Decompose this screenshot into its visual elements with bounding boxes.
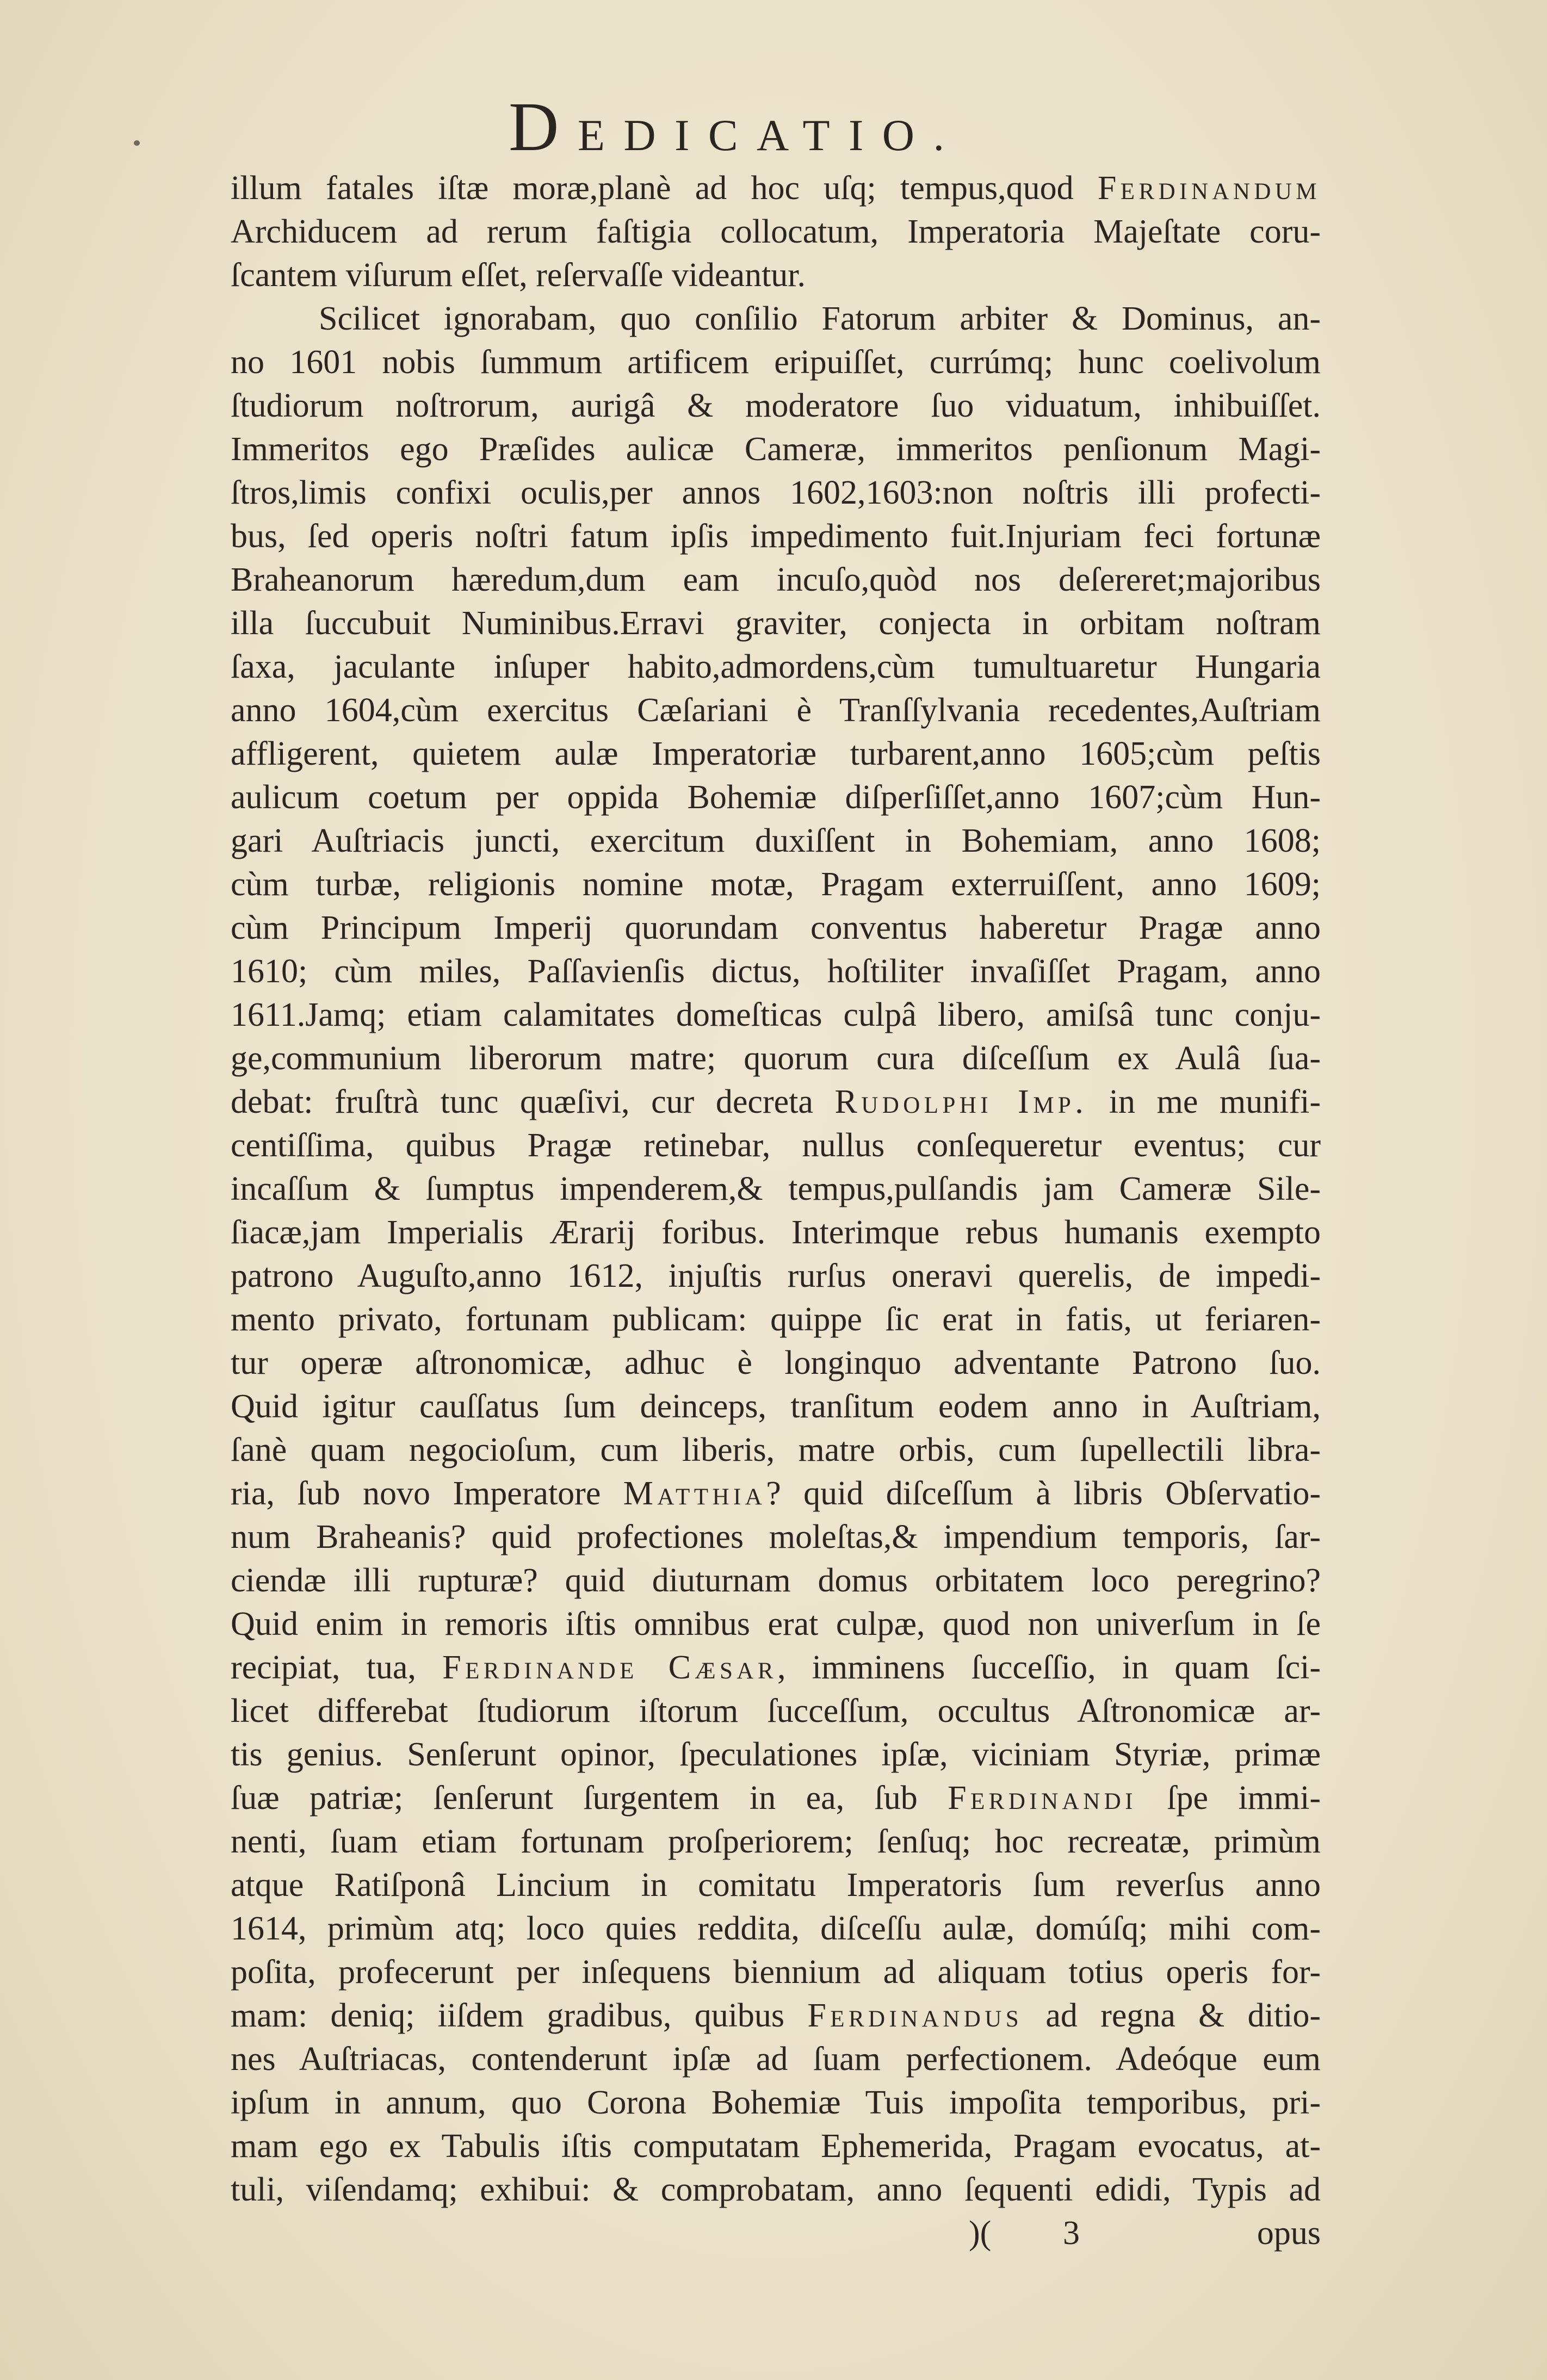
name-small-caps: Matthia (623, 1475, 766, 1512)
text-segment: nenti, ſuam etiam fortunam proſperiorem; ſenſuq; hoc recreatæ, primùm (231, 1823, 1321, 1860)
catchword: opus (1257, 2215, 1321, 2252)
signature-number: 3 (1063, 2215, 1080, 2252)
text-line (231, 1211, 1321, 1254)
text-line-content (231, 732, 1321, 776)
page-footer (231, 2211, 1321, 2255)
text-line (319, 297, 1321, 340)
text-line (231, 515, 1321, 558)
text-segment: Immeritos ego Præſides aulicæ Cameræ, immeritos penſionum Magi- (231, 431, 1321, 468)
text-line (231, 732, 1321, 776)
text-segment: ? quid diſceſſum à libris Obſervatio- (766, 1475, 1321, 1512)
text-line (231, 1341, 1321, 1385)
text-line-content (231, 1689, 1321, 1733)
text-segment: patrono Auguſto,anno 1612, injuſtis rurſus oneravi querelis, de impedi- (231, 1257, 1321, 1294)
text-line-content (231, 1428, 1321, 1472)
text-line-content (231, 1515, 1321, 1559)
text-line-content (231, 1820, 1321, 1863)
text-segment: nes Auſtriacas, contenderunt ipſæ ad ſuam perfectionem. Adeóque eum (231, 2041, 1321, 2078)
text-segment: 1610; cùm miles, Paſſavienſis dictus, hoſtiliter invaſiſſet Pragam, anno (231, 953, 1321, 990)
text-line-content (231, 645, 1321, 689)
text-line (231, 1820, 1321, 1863)
text-segment: Scilicet ignorabam, quo conſilio Fatorum arbiter & Dominus, an- (319, 300, 1321, 337)
text-segment: ſpe immi- (1136, 1780, 1321, 1817)
text-segment: ria, ſub novo Imperatore (231, 1475, 623, 1512)
text-segment: illum fatales iſtæ moræ,planè ad hoc uſq; tempus,quod (231, 170, 1098, 207)
text-line-content (231, 2037, 1321, 2081)
text-segment: ſiacæ,jam Imperialis Ærarij foribus. Interimque rebus humanis exempto (231, 1214, 1321, 1251)
page-title: DEDICATIO. (509, 88, 963, 165)
text-line (231, 1994, 1321, 2037)
text-line-content (231, 993, 1321, 1037)
text-segment: ſtros,limis confixi oculis,per annos 1602,1603:non noſtris illi profecti- (231, 474, 1321, 511)
text-line (231, 1167, 1321, 1211)
text-line-content (231, 1254, 1321, 1298)
text-segment: cùm Principum Imperij quorundam conventus haberetur Pragæ anno (231, 909, 1321, 946)
text-line-content (231, 1907, 1321, 1950)
text-line-content (231, 1950, 1321, 1994)
text-line (231, 689, 1321, 732)
text-line (231, 2124, 1321, 2168)
text-line (231, 1254, 1321, 1298)
text-segment: recipiat, tua, (231, 1649, 443, 1686)
text-line-content (231, 1080, 1321, 1124)
text-segment: in me munifi- (1087, 1083, 1321, 1120)
text-segment: ſaxa, jaculante inſuper habito,admordens,cùm tumultuaretur Hungaria (231, 648, 1321, 685)
text-line-content (231, 1211, 1321, 1254)
text-segment: illa ſuccubuit Numinibus.Erravi graviter, conjecta in orbitam noſtram (231, 605, 1321, 642)
text-segment: tis genius. Senſerunt opinor, ſpeculationes ipſæ, viciniam Styriæ, primæ (231, 1736, 1321, 1773)
text-line (231, 427, 1321, 471)
text-segment: , imminens ſucceſſio, in quam ſci- (777, 1649, 1321, 1686)
text-line-content (231, 1646, 1321, 1689)
dedication-text (231, 166, 1321, 2211)
text-line (231, 1515, 1321, 1559)
text-line-content (231, 950, 1321, 993)
text-line (231, 1602, 1321, 1646)
text-segment: 1614, primùm atq; loco quies reddita, diſceſſu aulæ, domúſq; mihi com- (231, 1910, 1321, 1947)
text-line (231, 471, 1321, 515)
text-line-content (231, 1559, 1321, 1602)
text-line-content (319, 297, 1321, 340)
text-line (231, 1950, 1321, 1994)
text-line (231, 253, 1321, 297)
text-line (231, 1472, 1321, 1515)
ink-speck (134, 140, 140, 146)
text-line (231, 1646, 1321, 1689)
text-line (231, 1428, 1321, 1472)
text-segment: centiſſima, quibus Pragæ retinebar, nullus conſequeretur eventus; cur (231, 1127, 1321, 1164)
text-line (231, 2081, 1321, 2124)
text-line (231, 1124, 1321, 1167)
text-line (231, 384, 1321, 427)
text-segment: ge,communium liberorum matre; quorum cura diſceſſum ex Aulâ ſua- (231, 1040, 1321, 1077)
text-segment: mam ego ex Tabulis iſtis computatam Ephemerida, Pragam evocatus, at- (231, 2128, 1321, 2165)
text-line (231, 1733, 1321, 1776)
text-line-content (231, 1124, 1321, 1167)
text-line-content (231, 515, 1321, 558)
text-line-content (231, 384, 1321, 427)
text-line-content (231, 1733, 1321, 1776)
text-segment: Braheanorum hæredum,dum eam incuſo,quòd nos deſereret;majoribus (231, 561, 1321, 598)
text-line-content (231, 2124, 1321, 2168)
text-line (231, 645, 1321, 689)
text-line (231, 166, 1321, 210)
text-line (231, 1776, 1321, 1820)
text-segment: 1611.Jamq; etiam calamitates domeſticas culpâ libero, amiſsâ tunc conju- (231, 996, 1321, 1033)
text-segment: mento privato, fortunam publicam: quippe ſic erat in fatis, ut feriaren- (231, 1301, 1321, 1338)
name-small-caps: Ferdinandus (807, 1997, 1023, 2034)
text-line-content (231, 558, 1321, 602)
text-segment: anno 1604,cùm exercitus Cæſariani è Tranſſylvania recedentes,Auſtriam (231, 692, 1321, 729)
text-line-content (231, 819, 1321, 863)
text-line-content (231, 602, 1321, 645)
text-segment: debat: fruſtrà tunc quæſivi, cur decreta (231, 1083, 835, 1120)
text-segment: no 1601 nobis ſummum artificem eripuiſſet, currúmq; hunc coelivolum (231, 344, 1321, 381)
text-segment: incaſſum & ſumptus impenderem,& tempus,pulſandis jam Cameræ Sile- (231, 1170, 1321, 1207)
text-line (231, 1689, 1321, 1733)
name-small-caps: Ferdinande Cæsar (442, 1649, 778, 1686)
text-segment: poſita, profecerunt per inſequens biennium ad aliquam totius operis for- (231, 1954, 1321, 1991)
text-line (231, 210, 1321, 253)
text-line-content (231, 776, 1321, 819)
text-line-content (231, 863, 1321, 906)
text-line (231, 776, 1321, 819)
text-segment: ipſum in annum, quo Corona Bohemiæ Tuis impoſita temporibus, pri- (231, 2084, 1321, 2121)
text-segment: Quid enim in remoris iſtis omnibus erat culpæ, quod non univerſum in ſe (231, 1606, 1321, 1643)
text-line (231, 2168, 1321, 2211)
signature-mark: )( (969, 2215, 992, 2252)
text-line-content (231, 427, 1321, 471)
text-line-content (231, 253, 806, 297)
text-line-content (231, 1602, 1321, 1646)
text-line (231, 340, 1321, 384)
text-line (231, 1080, 1321, 1124)
text-segment: bus, ſed operis noſtri fatum ipſis impedimento fuit.Injuriam feci fortunæ (231, 518, 1321, 555)
text-line (231, 1385, 1321, 1428)
text-line-content (231, 689, 1321, 732)
text-line-content (231, 2081, 1321, 2124)
text-line-content (231, 210, 1321, 253)
text-segment: gari Auſtriacis juncti, exercitum duxiſſent in Bohemiam, anno 1608; (231, 822, 1321, 859)
name-small-caps: Ferdinandum (1097, 170, 1321, 207)
text-segment: affligerent, quietem aulæ Imperatoriæ turbarent,anno 1605;cùm peſtis (231, 735, 1321, 772)
text-line-content (231, 166, 1321, 210)
text-line (231, 863, 1321, 906)
text-line-content (231, 1341, 1321, 1385)
text-line (231, 906, 1321, 950)
text-segment: ſanè quam negocioſum, cum liberis, matre orbis, cum ſupellectili libra- (231, 1431, 1321, 1468)
text-line (231, 950, 1321, 993)
text-segment: licet differebat ſtudiorum iſtorum ſucceſſum, occultus Aſtronomicæ ar- (231, 1693, 1321, 1730)
text-line (231, 2037, 1321, 2081)
text-line-content (231, 471, 1321, 515)
text-segment: ad regna & ditio- (1023, 1997, 1321, 2034)
text-segment: tuli, viſendamq; exhibui: & comprobatam, anno ſequenti edidi, Typis ad (231, 2171, 1321, 2208)
text-line-content (231, 1037, 1321, 1080)
text-line-content (231, 1385, 1321, 1428)
text-line-content (231, 1863, 1321, 1907)
text-segment: num Braheanis? quid profectiones moleſtas,& impendium temporis, ſar- (231, 1519, 1321, 1555)
text-segment: Quid igitur cauſſatus ſum deinceps, tranſitum eodem anno in Auſtriam, (231, 1388, 1321, 1425)
text-line (231, 558, 1321, 602)
text-line-content (231, 2168, 1321, 2211)
text-segment: aulicum coetum per oppida Bohemiæ diſperſiſſet,anno 1607;cùm Hun- (231, 779, 1321, 816)
text-line-content (231, 340, 1321, 384)
name-small-caps: Ferdinandi (948, 1780, 1137, 1817)
text-line (231, 1907, 1321, 1950)
text-line (231, 993, 1321, 1037)
text-line-content (231, 1472, 1321, 1515)
text-segment: atque Ratiſponâ Lincium in comitatu Imperatoris ſum reverſus anno (231, 1867, 1321, 1904)
text-line-content (231, 1994, 1321, 2037)
text-line-content (231, 1298, 1321, 1341)
text-segment: ſuæ patriæ; ſenſerunt ſurgentem in ea, ſub (231, 1780, 948, 1817)
text-segment: mam: deniq; iiſdem gradibus, quibus (231, 1997, 808, 2034)
text-line-content (231, 906, 1321, 950)
text-segment: ſtudiorum noſtrorum, aurigâ & moderatore ſuo viduatum, inhibuiſſet. (231, 387, 1321, 424)
text-line (231, 1037, 1321, 1080)
text-segment: Archiducem ad rerum faſtigia collocatum, Imperatoria Majeſtate coru- (231, 213, 1321, 250)
text-line (231, 1298, 1321, 1341)
text-segment: ciendæ illi rupturæ? quid diuturnam domus orbitatem loco peregrino? (231, 1562, 1321, 1599)
text-line (231, 819, 1321, 863)
text-segment: tur operæ aſtronomicæ, adhuc è longinquo adventante Patrono ſuo. (231, 1344, 1321, 1381)
text-segment: ſcantem viſurum eſſet, reſervaſſe videantur. (231, 257, 806, 294)
text-line (231, 1863, 1321, 1907)
text-line (231, 1559, 1321, 1602)
text-line-content (231, 1167, 1321, 1211)
name-small-caps: Rudolphi Imp. (834, 1083, 1088, 1120)
text-line-content (231, 1776, 1321, 1820)
text-line (231, 602, 1321, 645)
text-segment: cùm turbæ, religionis nomine motæ, Pragam exterruiſſent, anno 1609; (231, 866, 1321, 903)
